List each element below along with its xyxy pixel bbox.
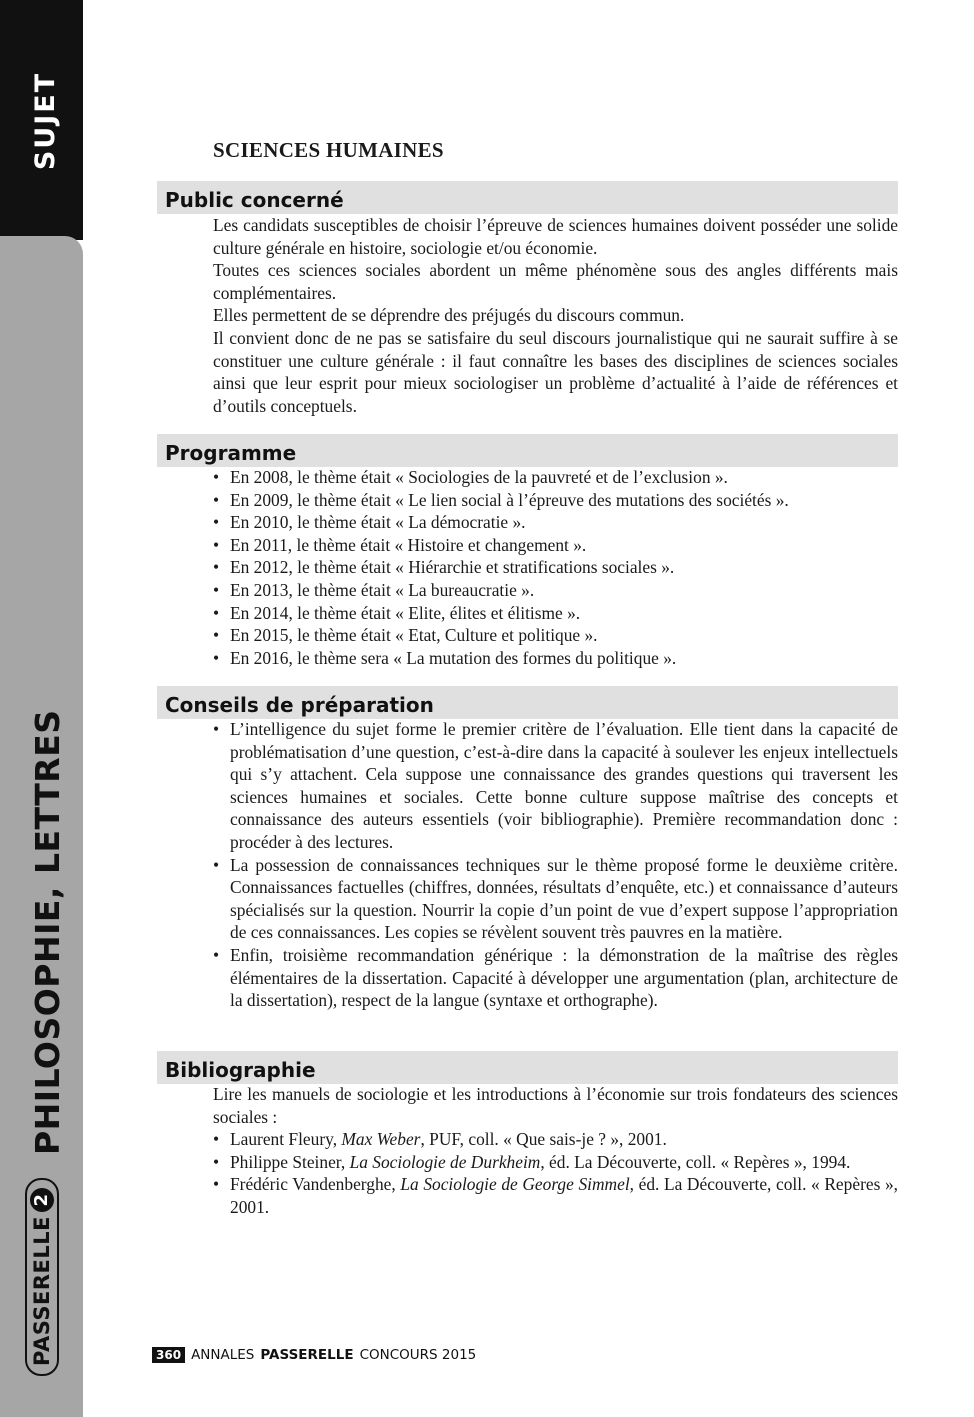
biblio-work: La Sociologie de George Simmel xyxy=(400,1174,630,1195)
list-item-text: En 2010, le thème était « La démocratie ». xyxy=(230,512,526,533)
section-heading-label: Bibliographie xyxy=(165,1058,316,1082)
list-item: • En 2013, le thème était « La bureaucratie ». xyxy=(213,579,535,600)
page-footer xyxy=(152,1347,476,1363)
section-heading-label: Programme xyxy=(165,441,297,465)
list-item-text: En 2014, le thème était « Elite, élites et élitisme ». xyxy=(230,602,581,623)
logo-text: PASSERELLE xyxy=(30,1216,54,1366)
biblio-work: Max Weber xyxy=(341,1129,421,1149)
footer-brand: PASSERELLE xyxy=(260,1347,354,1363)
public-text xyxy=(213,214,898,417)
list-item: • En 2011, le thème était « Histoire et changement ». xyxy=(213,534,587,555)
sidebar-tab-label: SUJET xyxy=(30,71,61,171)
list-item-text: La possession de connaissances techniques sur le thème proposé forme le deuxième critère. Connaissances factuelles (chiffres, données, résultats d’enquête, etc.) et connaissance d’auteurs spécialisés sur la question. Nourrir la copie d’un point de vue d’expert suppose l’appropriation de ces connaissances. Les copies se révèlent souvent très pauvres en la matière. xyxy=(230,854,898,943)
paragraph: Lire les manuels de sociologie et les introductions à l’économie sur trois fondateurs des sciences sociales : xyxy=(213,1084,898,1127)
biblio-rest: , éd. La Découverte, coll. « Repères », 1994. xyxy=(540,1151,851,1172)
biblio-rest: , éd. La Découverte, coll. « Repères », 2001. xyxy=(230,1174,898,1217)
section-heading-conseils xyxy=(157,686,898,719)
list-item: • En 2016, le thème sera « La mutation des formes du politique ». xyxy=(213,647,677,668)
passerelle-logo xyxy=(25,1193,59,1366)
biblio-item: • Frédéric Vandenberghe, La Sociologie de George Simmel, éd. La Découverte, coll. « Repères », 2001. xyxy=(213,1174,898,1217)
footer-post: CONCOURS 2015 xyxy=(359,1347,477,1363)
list-item-text: En 2009, le thème était « Le lien social à l’épreuve des mutations des sociétés ». xyxy=(230,489,789,510)
list-item: • Enfin, troisième recommandation générique : la démonstration de la maîtrise des règles élémentaires de la dissertation. Capacité à développer une argumentation (plan, architecture de la dissertation), respect de la langue (syntaxe et orthographe). xyxy=(213,944,898,1011)
list-item-text: En 2008, le thème était « Sociologies de la pauvreté et de l’exclusion ». xyxy=(230,467,728,487)
list-item: • En 2015, le thème était « Etat, Culture et politique ». xyxy=(213,625,598,646)
section-heading-public xyxy=(157,181,898,214)
logo-number: 2 xyxy=(30,1188,54,1212)
list-item-text: En 2016, le thème sera « La mutation des formes du politique ». xyxy=(230,647,677,668)
list-item: • En 2009, le thème était « Le lien social à l’épreuve des mutations des sociétés ». xyxy=(213,489,789,510)
logo-box xyxy=(25,1178,59,1376)
list-item-text: En 2015, le thème était « Etat, Culture et politique ». xyxy=(230,625,598,646)
paragraph: Toutes ces sciences sociales abordent un même phénomène sous des angles différents mais complémentaires. xyxy=(213,260,898,303)
biblio-intro xyxy=(213,1083,898,1128)
biblio-rest: , PUF, coll. « Que sais-je ? », 2001. xyxy=(420,1129,667,1149)
section-heading-bibliographie xyxy=(157,1051,898,1084)
list-item: • En 2008, le thème était « Sociologies de la pauvreté et de l’exclusion ». xyxy=(213,467,728,487)
paragraph: Il convient donc de ne pas se satisfaire du seul discours journalistique qui ne saurait suffire à se constituer une culture générale : il faut connaître les bases des disciplines de sciences sociales ainsi que leur esprit pour mieux sociologiser un problème d’actualité à l’aide de références et d’outils conceptuels. xyxy=(213,327,898,416)
page-title: SCIENCES HUMAINES xyxy=(213,138,444,162)
biblio-work: La Sociologie de Durkheim xyxy=(349,1151,541,1172)
section-heading-programme xyxy=(157,434,898,467)
footer-pre: ANNALES xyxy=(191,1347,255,1363)
section-heading-label: Conseils de préparation xyxy=(165,693,434,717)
section-heading-label: Public concerné xyxy=(165,188,344,212)
sidebar-section-label: PHILOSOPHIE, LETTRES xyxy=(28,709,67,1155)
list-item-text: Enfin, troisième recommandation générique : la démonstration de la maîtrise des règles élémentaires de la dissertation. Capacité à développer une argumentation (plan, architecture de la dissertation), respect de la langue (syntaxe et orthographe). xyxy=(230,944,898,1011)
biblio-author: Laurent Fleury, xyxy=(230,1129,342,1149)
programme-list xyxy=(213,466,898,669)
biblio-author: Philippe Steiner, xyxy=(230,1151,350,1172)
list-item: • En 2012, le thème était « Hiérarchie et stratifications sociales ». xyxy=(213,557,675,578)
biblio-author: Frédéric Vandenberghe, xyxy=(230,1174,401,1195)
biblio-item: • Laurent Fleury, Max Weber, PUF, coll. « Que sais-je ? », 2001. xyxy=(213,1129,667,1149)
page-number: 360 xyxy=(152,1347,185,1363)
biblio-list xyxy=(213,1128,898,1218)
list-item: • La possession de connaissances techniques sur le thème proposé forme le deuxième critère. Connaissances factuelles (chiffres, données, résultats d’enquête, etc.) et connaissance d’auteurs spécialisés sur la question. Nourrir la copie d’un point de vue d’expert suppose l’appropriation de ces connaissances. Les copies se révèlent souvent très pauvres en la matière. xyxy=(213,854,898,943)
list-item-text: L’intelligence du sujet forme le premier critère de l’évaluation. Elle tient dans la capacité de problématisation d’une question, c’est-à-dire dans la capacité à soulever les enjeux intellectuels qui s’y attachent. Cela suppose une connaissance des grandes questions qui traversent les sciences humaines et sociales. Cette bonne culture suppose maîtrise des concepts et connaissance des auteurs essentiels (voir bibliographie). Première recommandation donc : procéder à des lectures. xyxy=(230,719,898,852)
list-item-text: En 2011, le thème était « Histoire et changement ». xyxy=(230,534,587,555)
list-item: • En 2014, le thème était « Elite, élites et élitisme ». xyxy=(213,602,581,623)
paragraph: Les candidats susceptibles de choisir l’épreuve de sciences humaines doivent posséder une solide culture générale en histoire, sociologie et/ou économie. xyxy=(213,215,898,258)
biblio-item: • Philippe Steiner, La Sociologie de Durkheim, éd. La Découverte, coll. « Repères », 1994. xyxy=(213,1151,851,1172)
paragraph: Elles permettent de se déprendre des préjugés du discours commun. xyxy=(213,305,685,326)
list-item-text: En 2012, le thème était « Hiérarchie et stratifications sociales ». xyxy=(230,557,675,578)
conseils-list xyxy=(213,718,898,1012)
list-item: • L’intelligence du sujet forme le premier critère de l’évaluation. Elle tient dans la capacité de problématisation d’une question, c’est-à-dire dans la capacité à soulever les enjeux intellectuels qui s’y attachent. Cela suppose une connaissance des grandes questions qui traversent les sciences humaines et sociales. Cette bonne culture suppose maîtrise des concepts et connaissance des auteurs essentiels (voir bibliographie). Première recommandation donc : procéder à des lectures. xyxy=(213,719,898,852)
list-item-text: En 2013, le thème était « La bureaucratie ». xyxy=(230,579,535,600)
list-item: • En 2010, le thème était « La démocratie ». xyxy=(213,512,526,533)
